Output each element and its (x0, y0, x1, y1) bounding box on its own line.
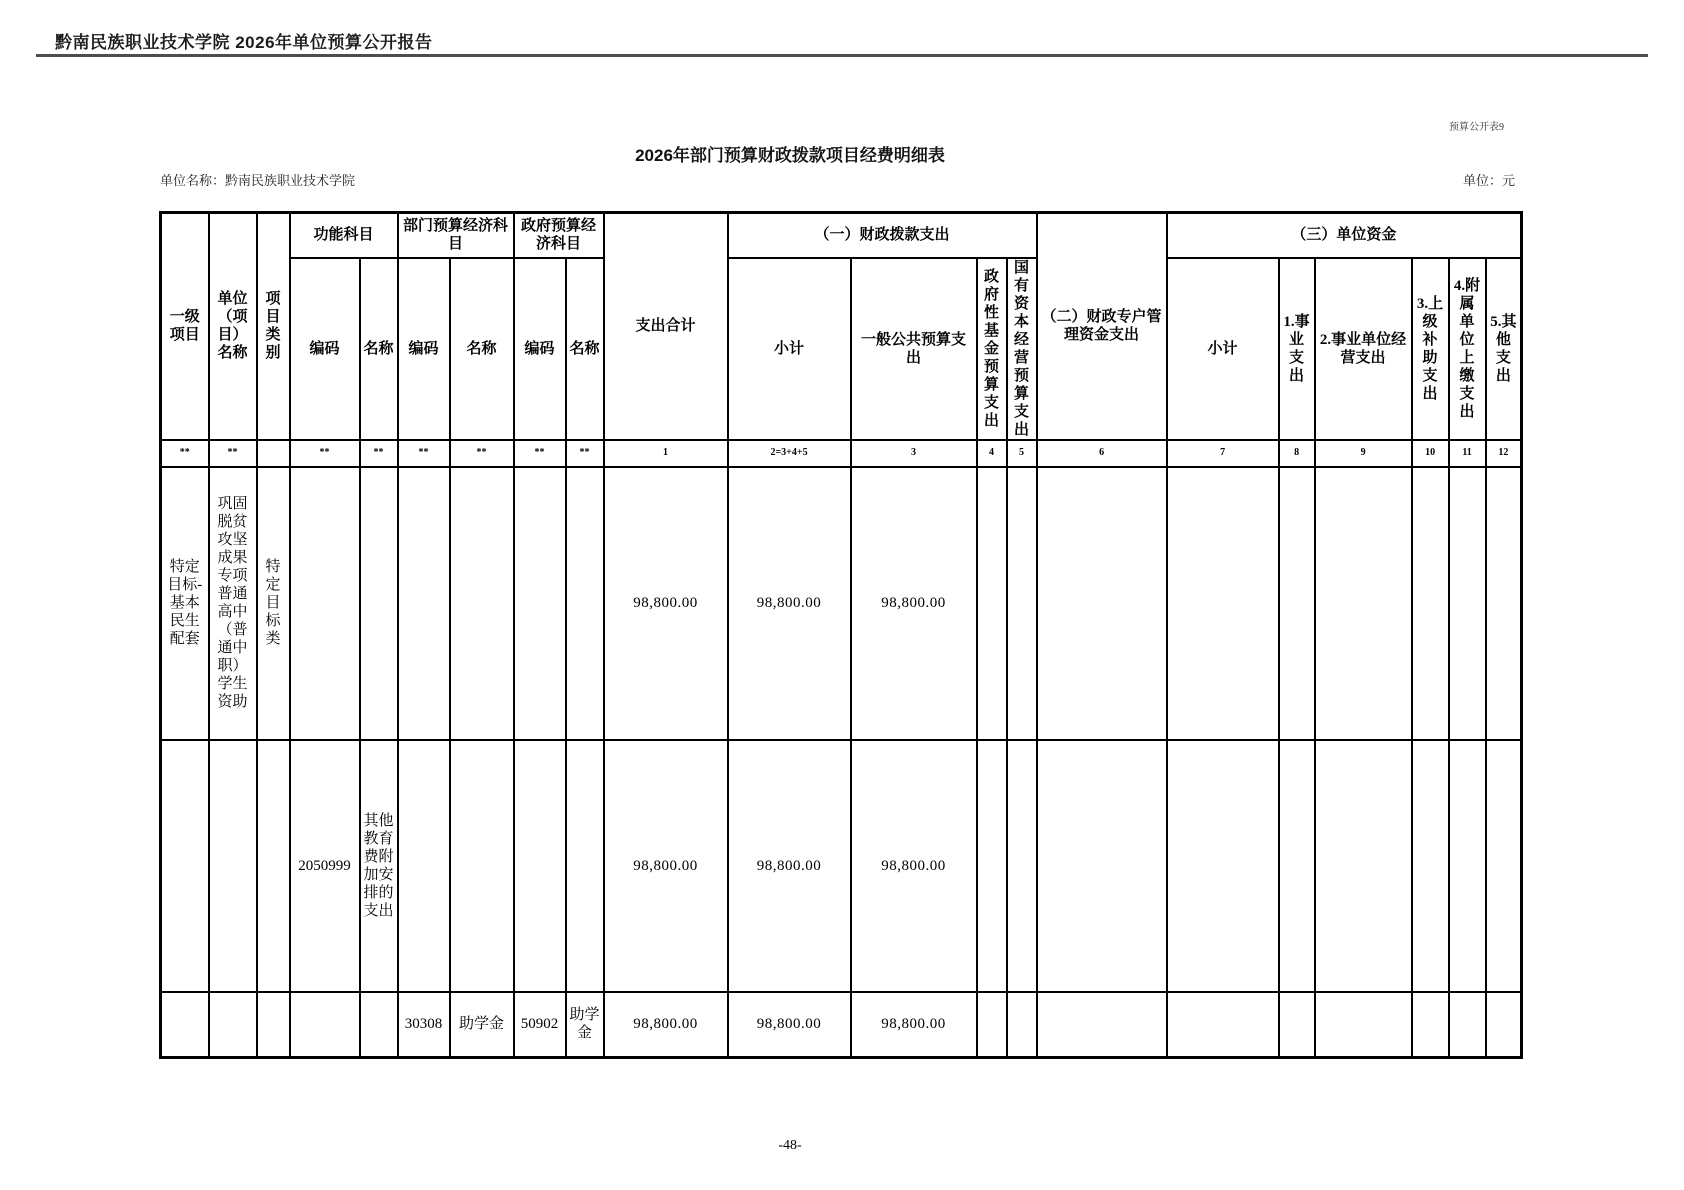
cell-gov-name: 助学金 (566, 992, 604, 1058)
numbering-cell: ** (161, 440, 209, 467)
empty-cell (1486, 467, 1522, 740)
empty-cell (1167, 467, 1279, 740)
cell-general-public-budget: 98,800.00 (851, 467, 977, 740)
header-function-subject: 功能科目 (290, 213, 398, 258)
empty-cell (398, 740, 450, 992)
numbering-row (161, 440, 1522, 467)
numbering-cell: 8 (1279, 440, 1315, 467)
numbering-cell: 4 (977, 440, 1007, 467)
numbering-cell (257, 440, 290, 467)
numbering-cell: ** (290, 440, 360, 467)
empty-cell (1449, 740, 1486, 992)
cell-unit-project-name: 巩固脱贫攻坚成果专项普通高中（普通中职）学生资助 (209, 467, 257, 740)
empty-cell (1279, 992, 1315, 1058)
numbering-cell: ** (398, 440, 450, 467)
header-row-2 (161, 258, 1522, 440)
empty-cell (257, 992, 290, 1058)
header-gov-fund-budget: 政府性基金预算支出 (977, 258, 1007, 440)
cell-level1-project: 特定目标-基本民生配套 (161, 467, 209, 740)
empty-cell (1007, 740, 1037, 992)
page-title: 2026年部门预算财政拨款项目经费明细表 (635, 146, 945, 165)
cell-fiscal-subtotal: 98,800.00 (728, 467, 851, 740)
empty-cell (290, 467, 360, 740)
empty-cell (1449, 992, 1486, 1058)
empty-cell (360, 467, 398, 740)
numbering-cell: 9 (1315, 440, 1412, 467)
header-superior-subsidy-expenditure: 3.上级补助支出 (1412, 258, 1449, 440)
numbering-cell: 3 (851, 440, 977, 467)
numbering-cell: ** (514, 440, 566, 467)
numbering-cell: 2=3+4+5 (728, 440, 851, 467)
empty-cell (450, 467, 514, 740)
empty-cell (257, 740, 290, 992)
empty-cell (1412, 740, 1449, 992)
budget-table (159, 211, 1523, 1059)
cell-project-category: 特定目标类 (257, 467, 290, 740)
numbering-cell: 12 (1486, 440, 1522, 467)
empty-cell (1167, 740, 1279, 992)
cell-gov-code: 50902 (514, 992, 566, 1058)
empty-cell (1412, 467, 1449, 740)
header-state-capital-budget: 国有资本经营预算支出 (1007, 258, 1037, 440)
header-dept-code: 编码 (398, 258, 450, 440)
header-other-expenditure: 5.其他支出 (1486, 258, 1522, 440)
cell-function-code: 2050999 (290, 740, 360, 992)
numbering-cell: ** (450, 440, 514, 467)
numbering-cell: 5 (1007, 440, 1037, 467)
report-header: 黔南民族职业技术学院 2026年单位预算公开报告 (55, 33, 433, 52)
empty-cell (360, 992, 398, 1058)
header-total-expenditure: 支出合计 (604, 213, 728, 440)
empty-cell (514, 740, 566, 992)
empty-cell (977, 992, 1007, 1058)
empty-cell (1279, 740, 1315, 992)
numbering-cell: ** (209, 440, 257, 467)
empty-cell (1315, 992, 1412, 1058)
empty-cell (566, 467, 604, 740)
empty-cell (1449, 467, 1486, 740)
header-function-code: 编码 (290, 258, 360, 440)
header-project-category: 项目类别 (257, 213, 290, 440)
header-affiliated-upturn-expenditure: 4.附属单位上缴支出 (1449, 258, 1486, 440)
empty-cell (161, 992, 209, 1058)
empty-cell (398, 467, 450, 740)
empty-cell (1486, 740, 1522, 992)
header-business-expenditure: 1.事业支出 (1279, 258, 1315, 440)
empty-cell (209, 740, 257, 992)
header-function-name: 名称 (360, 258, 398, 440)
header-business-operation-expenditure: 2.事业单位经营支出 (1315, 258, 1412, 440)
empty-cell (977, 467, 1007, 740)
empty-cell (566, 740, 604, 992)
cell-dept-name: 助学金 (450, 992, 514, 1058)
header-level1-project: 一级项目 (161, 213, 209, 440)
data-row-2 (161, 740, 1522, 992)
cell-fiscal-subtotal: 98,800.00 (728, 992, 851, 1058)
cell-total-expenditure: 98,800.00 (604, 740, 728, 992)
empty-cell (1037, 740, 1167, 992)
empty-cell (1167, 992, 1279, 1058)
header-rule (36, 54, 1648, 57)
header-fiscal-special-account-group: （二）财政专户管理资金支出 (1037, 213, 1167, 440)
empty-cell (1007, 467, 1037, 740)
header-gov-name: 名称 (566, 258, 604, 440)
empty-cell (1412, 992, 1449, 1058)
header-unit-funds-group: （三）单位资金 (1167, 213, 1522, 258)
numbering-cell: 1 (604, 440, 728, 467)
empty-cell (514, 467, 566, 740)
empty-cell (1279, 467, 1315, 740)
data-row-1 (161, 467, 1522, 740)
header-unit-funds-subtotal: 小计 (1167, 258, 1279, 440)
cell-general-public-budget: 98,800.00 (851, 740, 977, 992)
empty-cell (450, 740, 514, 992)
cell-fiscal-subtotal: 98,800.00 (728, 740, 851, 992)
empty-cell (161, 740, 209, 992)
header-dept-economic-subject: 部门预算经济科目 (398, 213, 514, 258)
header-gov-economic-subject: 政府预算经济科目 (514, 213, 604, 258)
currency-unit-label: 单位：元 (1462, 173, 1515, 188)
empty-cell (290, 992, 360, 1058)
empty-cell (209, 992, 257, 1058)
header-dept-name: 名称 (450, 258, 514, 440)
sheet-tag: 预算公开表9 (1449, 122, 1504, 133)
empty-cell (1037, 467, 1167, 740)
cell-general-public-budget: 98,800.00 (851, 992, 977, 1058)
cell-dept-code: 30308 (398, 992, 450, 1058)
numbering-cell: 11 (1449, 440, 1486, 467)
empty-cell (1315, 740, 1412, 992)
empty-cell (1007, 992, 1037, 1058)
header-row-1 (161, 213, 1522, 258)
cell-function-name: 其他教育费附加安排的支出 (360, 740, 398, 992)
cell-total-expenditure: 98,800.00 (604, 992, 728, 1058)
numbering-cell: 10 (1412, 440, 1449, 467)
unit-name-label: 单位名称：黔南民族职业技术学院 (160, 173, 356, 188)
cell-total-expenditure: 98,800.00 (604, 467, 728, 740)
numbering-cell: 6 (1037, 440, 1167, 467)
page-number: -48- (778, 1138, 802, 1153)
unit-row (160, 170, 1515, 189)
header-general-public-budget: 一般公共预算支出 (851, 258, 977, 440)
empty-cell (1037, 992, 1167, 1058)
empty-cell (1486, 992, 1522, 1058)
header-fiscal-subtotal: 小计 (728, 258, 851, 440)
numbering-cell: ** (566, 440, 604, 467)
numbering-cell: ** (360, 440, 398, 467)
header-unit-project-name: 单位（项目）名称 (209, 213, 257, 440)
empty-cell (1315, 467, 1412, 740)
header-gov-code: 编码 (514, 258, 566, 440)
header-fiscal-allocation-group: （一）财政拨款支出 (728, 213, 1037, 258)
empty-cell (977, 740, 1007, 992)
data-row-3 (161, 992, 1522, 1058)
numbering-cell: 7 (1167, 440, 1279, 467)
